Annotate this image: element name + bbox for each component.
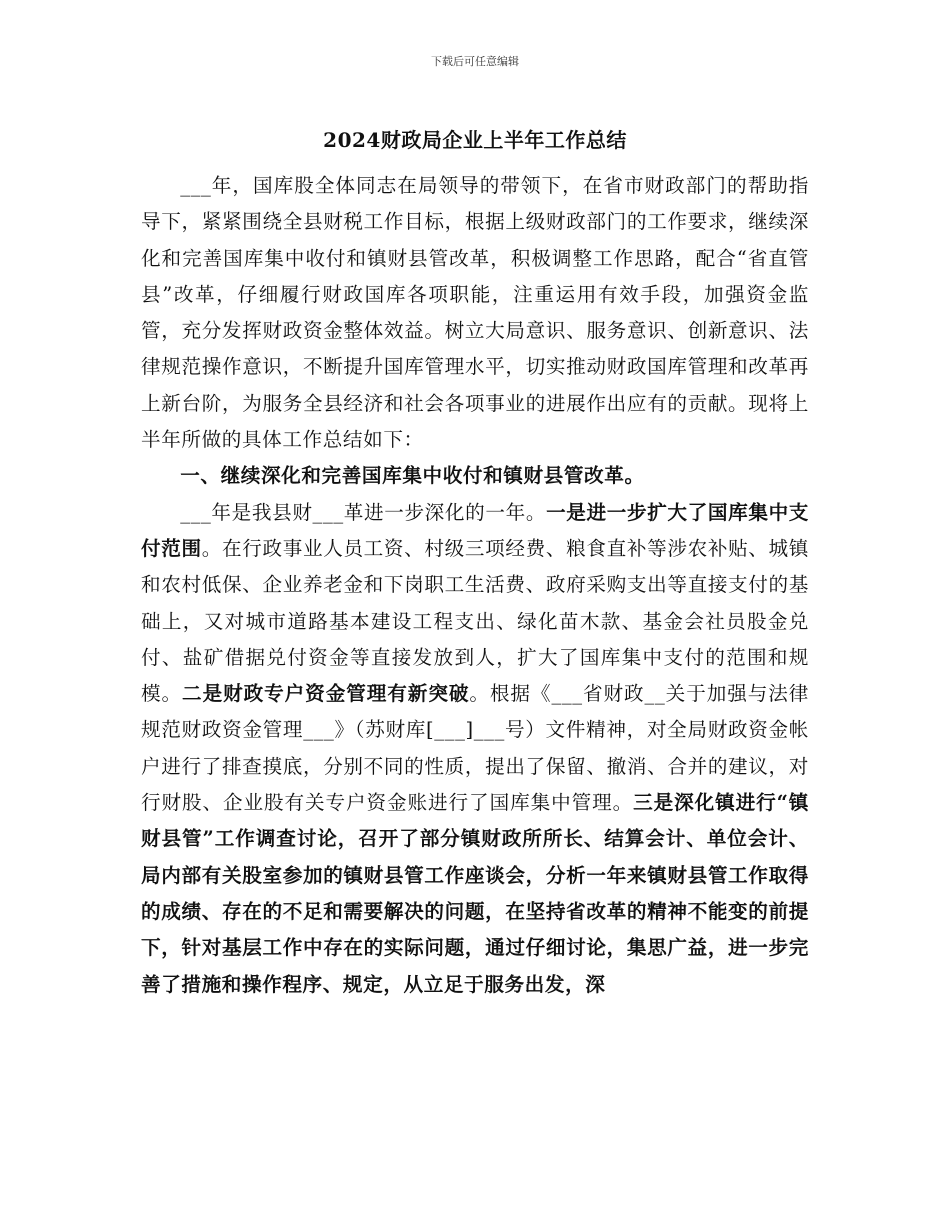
highlight-point-3: 三是深化镇进行“镇财县管”工作调查讨论，召开了部分镇财政所所长、结算会计、单位会计、局内部有关股室参加的镇财县管工作座谈会，分析一年来镇财县管工作取得的成绩、存在的不足和需要解决的问题，在坚持省改革的精神不能变的前提下，针对基层工作中存在的实际问题，通过仔细讨论，集思广益，进一步完善了措施和操作程序、规定，从立足于服务出发，深 bbox=[141, 791, 809, 996]
document-body bbox=[141, 168, 809, 1003]
highlight-point-1: 一是进一步扩大了国库集中支付范围 bbox=[141, 500, 809, 560]
paragraph-text-2: 。在行政事业人员工资、村级三项经费、粮食直补等涉农补贴、城镇和农村低保、企业养老金和下岗职工生活费、政府采购支出等直接支付的基础上，又对城市道路基本建设工程支出、绿化苗木款、基金会社员股金兑付、盐矿借据兑付资金等直接发放到人，扩大了国库集中支付的范围和规模。 bbox=[141, 536, 809, 706]
paragraph-text-1: ___年是我县财___革进一步深化的一年。 bbox=[180, 500, 547, 524]
header-note: 下载后可任意编辑 bbox=[431, 55, 519, 68]
paragraph-intro: ___年，国库股全体同志在局领导的带领下，在省市财政部门的帮助指导下，紧紧围绕全县财税工作目标，根据上级财政部门的工作要求，继续深化和完善国库集中收付和镇财县管改革，积极调整工作思路，配合“省直管县”改革，仔细履行财政国库各项职能，注重运用有效手段，加强资金监管，充分发挥财政资金整体效益。树立大局意识、服务意识、创新意识、法律规范操作意识，不断提升国库管理水平，切实推动财政国库管理和改革再上新台阶，为服务全县经济和社会各项事业的进展作出应有的贡献。现将上半年所做的具体工作总结如下： bbox=[141, 174, 809, 452]
paragraph-section1 bbox=[141, 495, 809, 1003]
section-heading-1: 一、继续深化和完善国库集中收付和镇财县管改革。 bbox=[180, 464, 645, 488]
paragraph-text-3: 。根据《___省财政__关于加强与法律规范财政资金管理___》（苏财库[___]___号）文件精神，对全局财政资金帐户进行了排查摸底，分别不同的性质，提出了保留、撤消、合并的建议，对行财股、企业股有关专户资金账进行了国库集中管理。 bbox=[141, 682, 810, 815]
highlight-point-2: 二是财政专户资金管理有新突破 bbox=[182, 682, 470, 706]
document-title: 2024财政局企业上半年工作总结 bbox=[323, 128, 627, 152]
